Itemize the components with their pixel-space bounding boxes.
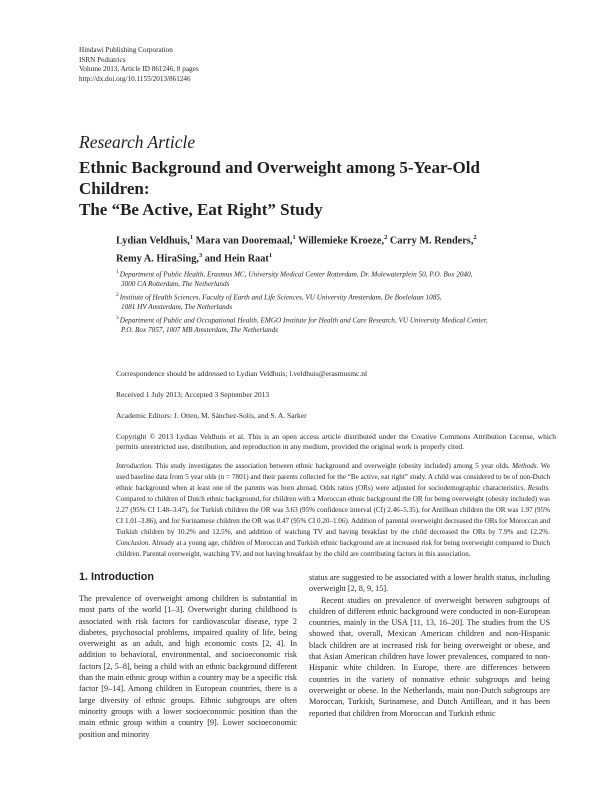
- body-paragraph: The prevalence of overweight among children is substantial in most parts of the world [1–3]. Overweight during childhood is associated with risk factors for cardiovascular disease, type 2 diabetes, psychosocial problems, impaired quality of life, being overweight as an adult, and high economic costs [2, 4]. In addition to behavioral, environmental, and socioeconomic risk factors [2, 5–8], being a child with an ethnic background different than the main ethnic group within a country may be a specific risk factor [9–14]. Among children in European countries, there is a large diversity of ethnic groups. Ethnic subgroups are often minority groups with a lower socioeconomic position than the main ethnic group within a country [9]. Lower socioeconomic position and minority: [79, 594, 297, 739]
- affiliation-number: 2: [116, 291, 119, 298]
- affiliation-line: Department of Public and Occupational Health, EMGO Institute for Health and Care Research, VU University Medical Center,: [119, 316, 488, 325]
- author-affil-mark: 3: [198, 251, 203, 259]
- abstract-conclusion-text: Already at a young age, children of Moroccan and Turkish ethnic background are at increased risk for being overweight compared to Dutch children. Parental overweight, watching TV, and not having breakfast by the child are contributing factors in this association.: [116, 538, 550, 558]
- author-name: Carry M. Renders,: [389, 235, 474, 247]
- author-affil-mark: 1: [268, 251, 273, 259]
- correspondence: Correspondence should be addressed to Lydian Veldhuis; l.veldhuis@erasmusmc.nl: [116, 369, 368, 378]
- abstract-conclusion-label: Conclusion.: [116, 538, 151, 547]
- author-name: Lydian Veldhuis,: [116, 235, 190, 247]
- author-name: Willemieke Kroeze,: [298, 235, 385, 247]
- abstract-methods-label: Methods.: [512, 462, 539, 470]
- affiliation-number: 3: [116, 314, 119, 321]
- affiliations: [116, 268, 546, 337]
- abstract-results-label: Results.: [527, 483, 550, 492]
- author-affil-mark: 1: [189, 234, 194, 241]
- journal-name: ISRN Pediatrics: [79, 55, 126, 64]
- section-heading-introduction: 1. Introduction: [79, 571, 154, 583]
- affiliation-line: 1081 HV Amsterdam, The Netherlands: [121, 303, 233, 312]
- affiliation-line: Department of Public Health, Erasmus MC, University Medical Center Rotterdam, Dr. Molewaterplein 50, P.O. Box 2040,: [119, 270, 473, 279]
- author-list: [116, 231, 556, 267]
- publication-info: [79, 46, 199, 84]
- abstract-results-text: Compared to children of Dutch ethnic background, for children with a Moroccan ethnic background the OR for being overweight (obesity included) was 2.27 (95% CI 1.48–3.47), for Turkish children the OR was 3.63 (95% confidence interval (CI) 2.46–5.35), for Antillean children the OR was 1.97 (95% CI 1.01–3.86), and for Surinamese children the OR was 0.47 (95% CI 0.20–1.06). Addition of parental overweight decreased the ORs for Moroccan and Turkish children by 10.2% and 12.5%, and addition of watching TV and having breakfast by the child decreased the ORs by 7.9% and 12.2%.: [116, 494, 550, 536]
- affiliation-line: P.O. Box 7057, 1007 MB Amsterdam, The Netherlands: [121, 326, 278, 335]
- received-dates: Received 1 July 2013; Accepted 3 September 2013: [116, 390, 270, 399]
- paper-title: [79, 157, 549, 220]
- author-name: Mara van Dooremaal,: [195, 235, 293, 247]
- volume-info: Volume 2013, Article ID 861246, 8 pages: [79, 65, 199, 74]
- right-column: [309, 572, 550, 719]
- affiliation-line: 3000 CA Rotterdam, The Netherlands: [121, 280, 230, 289]
- affiliation-number: 1: [116, 269, 119, 275]
- title-line-2: The “Be Active, Eat Right” Study: [79, 200, 323, 219]
- doi-link[interactable]: http://dx.doi.org/10.1155/2013/861246: [79, 74, 191, 83]
- abstract-methods-text: We used baseline data from 5 year olds (n = 7801) and their parents collected for the “Be active, eat right” study. A child was considered to be of non-Dutch ethnic background when at least one of the parents was born abroad. Odds ratios (ORs) were adjusted for sociodemographic characteristics.: [116, 462, 551, 492]
- academic-editors: Academic Editors: J. Otten, M. Sánchez-Solís, and S. A. Sarker: [116, 411, 307, 420]
- author-affil-mark: 1: [292, 234, 296, 241]
- abstract-intro-text: This study investigates the association between ethnic background and overweight (obesity included) among 5 year olds.: [152, 462, 513, 470]
- affiliation: [116, 291, 546, 313]
- publisher: Hindawi Publishing Corporation: [79, 46, 173, 54]
- article-type: Research Article: [79, 132, 196, 152]
- author-affil-mark: 2: [473, 234, 477, 241]
- body-paragraph: Recent studies on prevalence of overweight between subgroups of children of different ethnic background were conducted in non-European countries, mainly in the USA [11, 13, 16–20]. The studies from the US showed that, overall, Mexican American children and non-Hispanic black children are at increased risk for being overweight or obese, and that Asian American children have lower prevalences, compared to non-Hispanic white children. In Europe, there are differences between countries in the variety of nonnative ethnic subgroups and being overweight or obese. In the Netherlands, main non-Dutch subgroups are Moroccan, Turkish, Surinamese, and Dutch Antillean, and it has been reported that children from Moroccan and Turkish ethnic: [309, 595, 550, 718]
- author-affil-mark: 2: [384, 234, 388, 241]
- affiliation: [116, 314, 546, 336]
- author-name: Remy A. HiraSing,: [116, 253, 199, 265]
- left-column: [79, 593, 297, 740]
- affiliation: [116, 268, 546, 290]
- copyright-notice: Copyright © 2013 Lydian Veldhuis et al. This is an open access article distributed under the Creative Commons Attribution License, which permits unrestricted use, distribution, and reproduction in any medium, provided the original work is properly cited.: [116, 432, 556, 451]
- author-name: and Hein Raat: [204, 253, 269, 265]
- affiliation-line: Institute of Health Sciences, Faculty of Earth and Life Sciences, VU University Amsterdam, De Boelelaan 1085,: [119, 293, 442, 302]
- abstract-intro-label: Introduction.: [116, 462, 153, 470]
- body-paragraph: status are suggested to be associated with a lower health status, including overweight [2, 8, 9, 15].: [309, 573, 550, 594]
- title-line-1: Ethnic Background and Overweight among 5-Year-Old Children:: [79, 158, 480, 198]
- abstract: [116, 461, 550, 560]
